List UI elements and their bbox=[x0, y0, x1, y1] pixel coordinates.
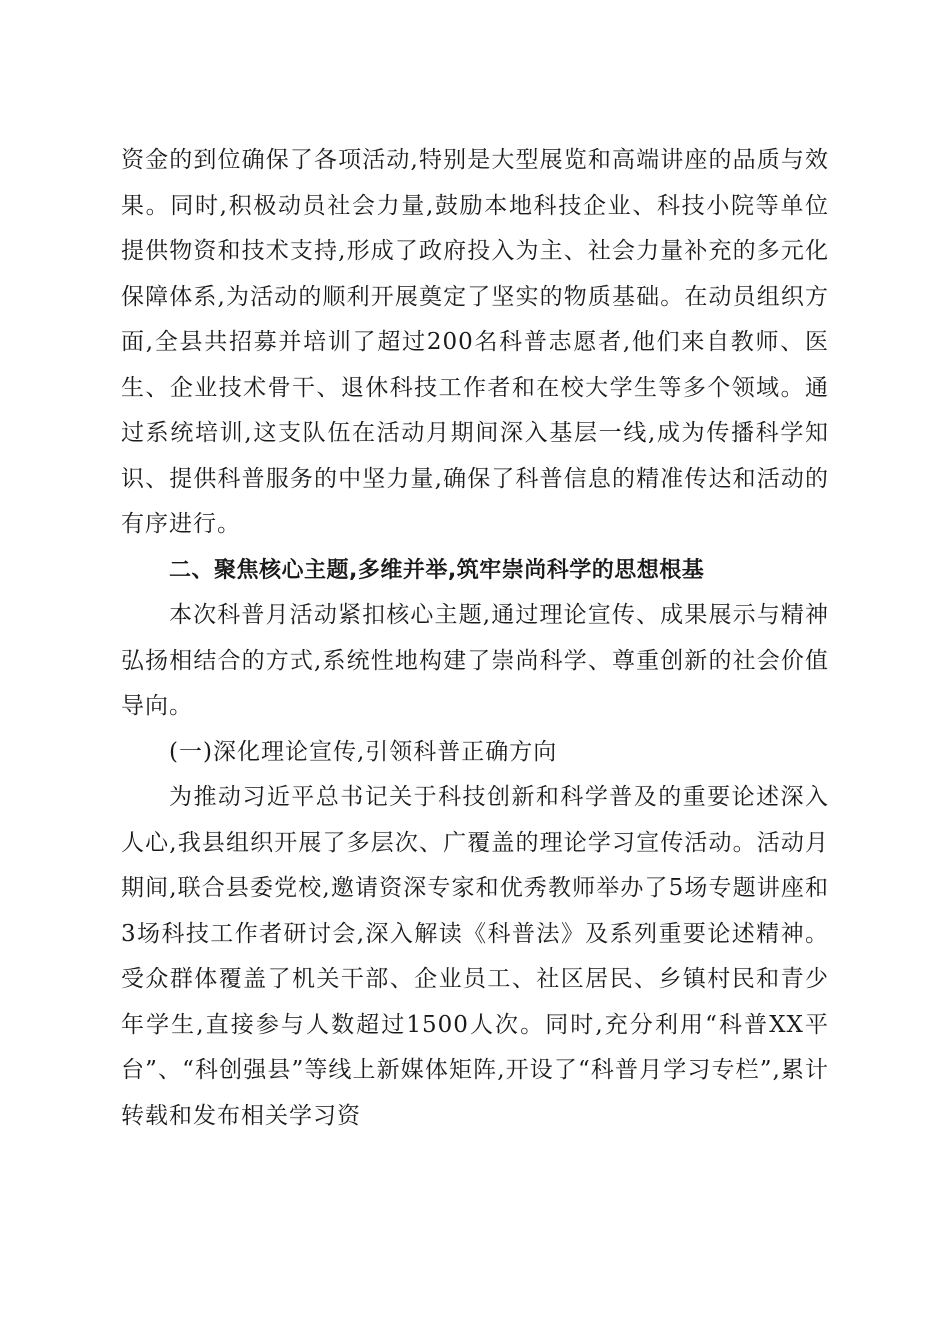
document-body bbox=[121, 138, 829, 1139]
section-heading: 二、聚焦核心主题,多维并举,筑牢崇尚科学的思想根基 bbox=[169, 557, 705, 583]
subsection-body-paragraph: 为推动习近平总书记关于科技创新和科学普及的重要论述深入人心,我县组织开展了多层次、广覆盖的理论学习宣传活动。活动月期间,联合县委党校,邀请资深专家和优秀教师举办了5场专题讲座和3场科技工作者研讨会,深入解读《科普法》及系列重要论述精神。受众群体覆盖了机关干部、企业员工、社区居民、乡镇村民和青少年学生,直接参与人数超过1500人次。同时,充分利用“科普XX平台”、“科创强县”等线上新媒体矩阵,开设了“科普月学习专栏”,累计转载和发布相关学习资 bbox=[121, 784, 829, 1129]
subsection-heading: (一)深化理论宣传,引领科普正确方向 bbox=[169, 738, 558, 765]
paragraph-continued: 资金的到位确保了各项活动,特别是大型展览和高端讲座的品质与效果。同时,积极动员社会力量,鼓励本地科技企业、科技小院等单位提供物资和技术支持,形成了政府投入为主、社会力量补充的多元化保障体系,为活动的顺利开展奠定了坚实的物质基础。在动员组织方面,全县共招募并培训了超过200名科普志愿者,他们来自教师、医生、企业技术骨干、退休科技工作者和在校大学生等多个领域。通过系统培训,这支队伍在活动月期间深入基层一线,成为传播科学知识、提供科普服务的中坚力量,确保了科普信息的精准传达和活动的有序进行。 bbox=[121, 147, 829, 537]
section-intro-paragraph: 本次科普月活动紧扣核心主题,通过理论宣传、成果展示与精神弘扬相结合的方式,系统性地构建了崇尚科学、尊重创新的社会价值导向。 bbox=[121, 602, 829, 719]
